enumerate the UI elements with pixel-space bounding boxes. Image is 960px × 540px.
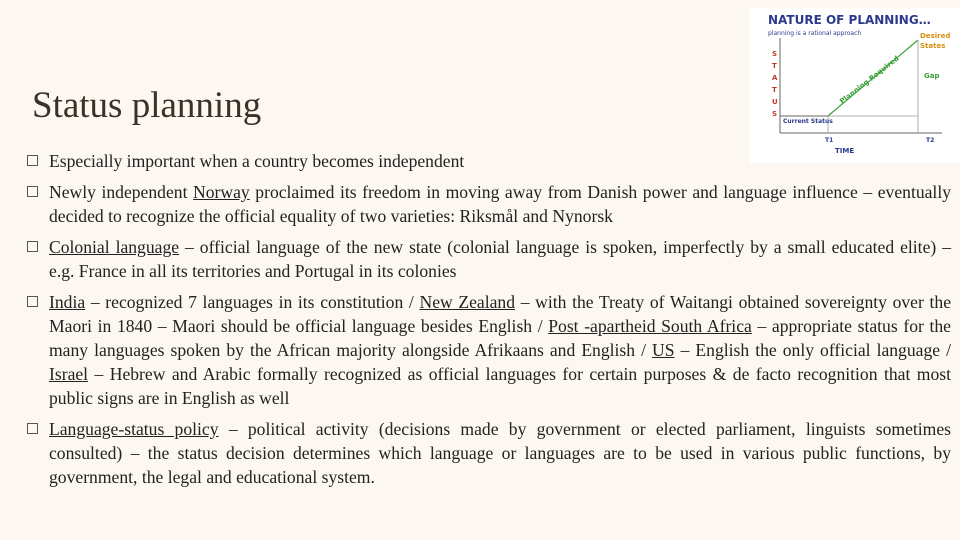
bullet-item: [27, 180, 951, 228]
t1-label: T1: [825, 137, 834, 144]
slide-title: Status planning: [32, 85, 262, 126]
bullet-underlined-term: Language-status policy: [49, 419, 219, 439]
time-label: TIME: [835, 147, 855, 155]
y-letter: A: [772, 74, 778, 82]
bullet-list: [27, 149, 951, 496]
bullet-item: [27, 417, 951, 489]
bullet-underlined-term: Norway: [193, 182, 250, 202]
bullet-underlined-term: US: [652, 340, 675, 360]
gap-label: Gap: [924, 72, 940, 80]
bullet-text: Especially important when a country becomes independent: [49, 151, 465, 171]
y-letter: U: [772, 98, 778, 106]
desired-label-2: States: [920, 42, 946, 50]
y-axis-letters: [772, 50, 778, 118]
bullet-text: Newly independent: [49, 182, 194, 202]
planning-label: Planning Required: [838, 54, 901, 106]
bullet-box-icon: [27, 241, 38, 252]
bullet-item: [27, 235, 951, 283]
bullet-text: – appropriate status for the many languages spoken by the African majority alongside Afrikaans and English /: [49, 316, 951, 360]
bullet-text: proclaimed its freedom in moving away from Danish power and language influence – eventually decided to recognize the official equality of two varieties: Riksmål and Nynorsk: [49, 182, 952, 226]
diagram-subtitle: planning is a rational approach: [768, 30, 862, 37]
bullet-underlined-term: Post -apartheid South Africa: [548, 316, 752, 336]
bullet-underlined-term: India: [49, 292, 86, 312]
planning-diagram-svg: [750, 8, 960, 163]
bullet-underlined-term: New Zealand: [419, 292, 516, 312]
bullet-text: – recognized 7 languages in its constitution /: [85, 292, 420, 312]
y-letter: S: [772, 50, 778, 58]
bullet-box-icon: [27, 186, 38, 197]
bullet-box-icon: [27, 296, 38, 307]
y-letter: T: [772, 62, 777, 70]
desired-label-1: Desired: [920, 32, 951, 40]
bullet-box-icon: [27, 155, 38, 166]
bullet-text: – Hebrew and Arabic formally recognized as official languages for certain purposes & de facto recognition that most public signs are in English as well: [49, 364, 951, 408]
planning-diagram: [750, 8, 960, 163]
bullet-text: – with the Treaty of Waitangi obtained sovereignty over the Maori in 1840 – Maori should be official language besides English /: [49, 292, 951, 336]
t2-label: T2: [926, 137, 935, 144]
diagram-title: NATURE OF PLANNING…: [768, 13, 931, 27]
bullet-item: [27, 290, 951, 410]
bullet-text: – English the only official language /: [674, 340, 951, 360]
bullet-underlined-term: Israel: [49, 364, 89, 384]
bullet-text: – political activity (decisions made by government or elected parliament, linguists sometimes consulted) – the status decision determines which language or languages are to be used in various public functions, by government, the legal and educational system.: [49, 419, 952, 487]
y-letter: S: [772, 110, 778, 118]
current-status-label: Current Status: [783, 118, 833, 125]
bullet-box-icon: [27, 423, 38, 434]
y-letter: T: [772, 86, 777, 94]
bullet-text: – official language of the new state (colonial language is spoken, imperfectly by a small educated elite) – e.g. France in all its territories and Portugal in its colonies: [49, 237, 951, 281]
bullet-underlined-term: Colonial language: [49, 237, 180, 257]
